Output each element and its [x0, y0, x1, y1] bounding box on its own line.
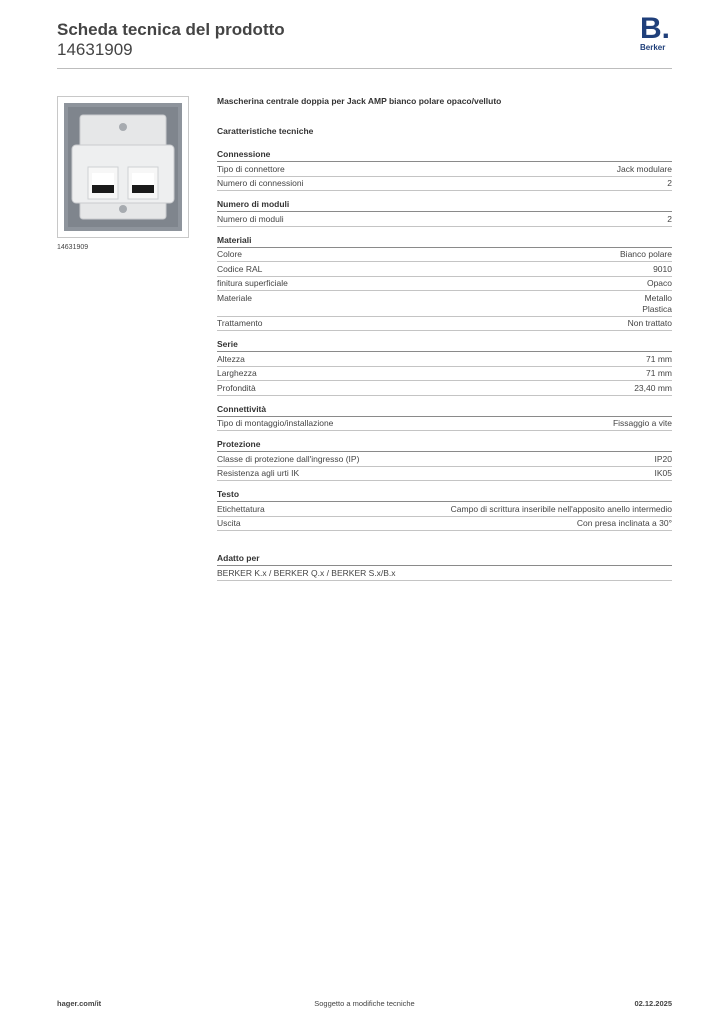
spec-value: [646, 368, 672, 379]
spec-value: [577, 518, 672, 529]
product-code: 14631909: [57, 40, 133, 59]
spec-value: [451, 504, 672, 515]
spec-group-title: Materiali: [217, 235, 672, 248]
spec-value: [613, 418, 672, 429]
spec-value-line: 2: [667, 178, 672, 188]
spec-group: [217, 489, 672, 531]
photo-caption: 14631909: [57, 244, 89, 251]
spec-label: Colore: [217, 249, 243, 259]
spec-label: Altezza: [217, 353, 245, 364]
product-image: [58, 97, 188, 237]
spec-row: [217, 177, 672, 192]
spec-row: [217, 248, 672, 263]
spec-label: Numero di connessioni: [217, 178, 304, 188]
header: [57, 20, 285, 60]
spec-value-line: Jack modulare: [616, 163, 672, 174]
spec-label: Resistenza agli urti IK: [217, 468, 300, 478]
spec-value: [647, 278, 672, 289]
footer-note: Soggetto a modifiche tecniche: [314, 999, 415, 1008]
spec-group-title: Numero di moduli: [217, 199, 672, 212]
footer-website[interactable]: hager.com/it: [57, 999, 102, 1008]
adatto-row: [217, 566, 672, 581]
spec-value-line: IK05: [654, 468, 672, 478]
spec-value-line: IP20: [654, 453, 672, 464]
product-name: Mascherina centrale doppia per Jack AMP bianco polare opaco/velluto: [217, 96, 502, 106]
spec-row: [217, 381, 672, 396]
spec-group: [217, 235, 672, 332]
spec-row: [217, 277, 672, 292]
adatto-title: Adatto per: [217, 553, 672, 566]
spec-value-line: Bianco polare: [620, 249, 672, 259]
product-photo: [57, 96, 189, 238]
spec-label: finitura superficiale: [217, 278, 288, 288]
spec-value: [655, 454, 673, 465]
spec-label: Numero di moduli: [217, 213, 284, 224]
spec-content: [217, 95, 672, 581]
spec-label: Codice RAL: [217, 263, 263, 274]
spec-group: [217, 199, 672, 227]
spec-label: Materiale: [217, 292, 252, 303]
spec-value-line: Plastica: [642, 303, 672, 314]
spec-label: Etichettatura: [217, 503, 265, 514]
spec-value-line: Opaco: [646, 278, 672, 288]
spec-label: Tipo di montaggio/installazione: [217, 418, 334, 428]
spec-row: [217, 162, 672, 177]
spec-row: [217, 291, 672, 317]
spec-value: [667, 178, 672, 189]
logo-mark: B.: [640, 12, 670, 45]
spec-label: Trattamento: [217, 318, 263, 328]
spec-value: [653, 264, 672, 275]
spec-label: Classe di protezione dall'ingresso (IP): [217, 453, 360, 464]
spec-group-title: Protezione: [217, 439, 672, 452]
berker-logo: [640, 12, 676, 55]
spec-value-line: Metallo: [644, 292, 672, 303]
spec-value-line: 2: [667, 213, 672, 224]
spec-value-line: 71 mm: [646, 353, 672, 364]
adatto-text: BERKER K.x / BERKER Q.x / BERKER S.x/B.x: [217, 567, 396, 578]
logo-name: Berker: [640, 43, 666, 52]
spec-row: [217, 452, 672, 467]
spec-value: [646, 354, 672, 365]
spec-group-title: Serie: [217, 339, 672, 352]
spec-row: [217, 517, 672, 532]
spec-group: [217, 339, 672, 396]
adatto-section: [217, 553, 672, 581]
tech-section-title: Caratteristiche tecniche: [217, 126, 314, 136]
spec-row: [217, 502, 672, 517]
spec-group: [217, 439, 672, 481]
spec-value: [667, 214, 672, 225]
spec-value-line: Fissaggio a vite: [612, 418, 672, 428]
spec-value-line: Campo di scrittura inseribile nell'apposito anello intermedio: [450, 503, 672, 514]
spec-row: [217, 262, 672, 277]
spec-group: [217, 149, 672, 191]
spec-value: [655, 468, 673, 479]
spec-label: Uscita: [217, 518, 241, 528]
spec-label: Profondità: [217, 382, 256, 393]
spec-value-line: Con presa inclinata a 30°: [576, 518, 672, 528]
page-title: Scheda tecnica del prodotto: [57, 20, 285, 39]
spec-row: [217, 352, 672, 367]
spec-row: [217, 367, 672, 382]
footer-date: 02.12.2025: [634, 999, 672, 1008]
spec-value: [634, 383, 672, 394]
spec-group: [217, 404, 672, 432]
spec-row: [217, 212, 672, 227]
spec-value: [620, 249, 672, 260]
spec-groups: [217, 149, 672, 531]
spec-group-title: Connettività: [217, 404, 672, 417]
spec-group-title: Testo: [217, 489, 672, 502]
spec-value: [642, 293, 672, 315]
spec-label: Tipo di connettore: [217, 163, 285, 174]
spec-value: [617, 164, 672, 175]
spec-label: Larghezza: [217, 368, 257, 378]
spec-row: [217, 467, 672, 482]
spec-row: [217, 417, 672, 432]
spec-row: [217, 317, 672, 332]
header-divider: [57, 68, 672, 69]
spec-group-title: Connessione: [217, 149, 672, 162]
spec-value-line: 9010: [653, 263, 672, 274]
spec-value: [628, 318, 672, 329]
spec-value-line: Non trattato: [627, 318, 672, 328]
spec-value-line: 23,40 mm: [634, 382, 672, 393]
spec-value-line: 71 mm: [646, 368, 672, 378]
